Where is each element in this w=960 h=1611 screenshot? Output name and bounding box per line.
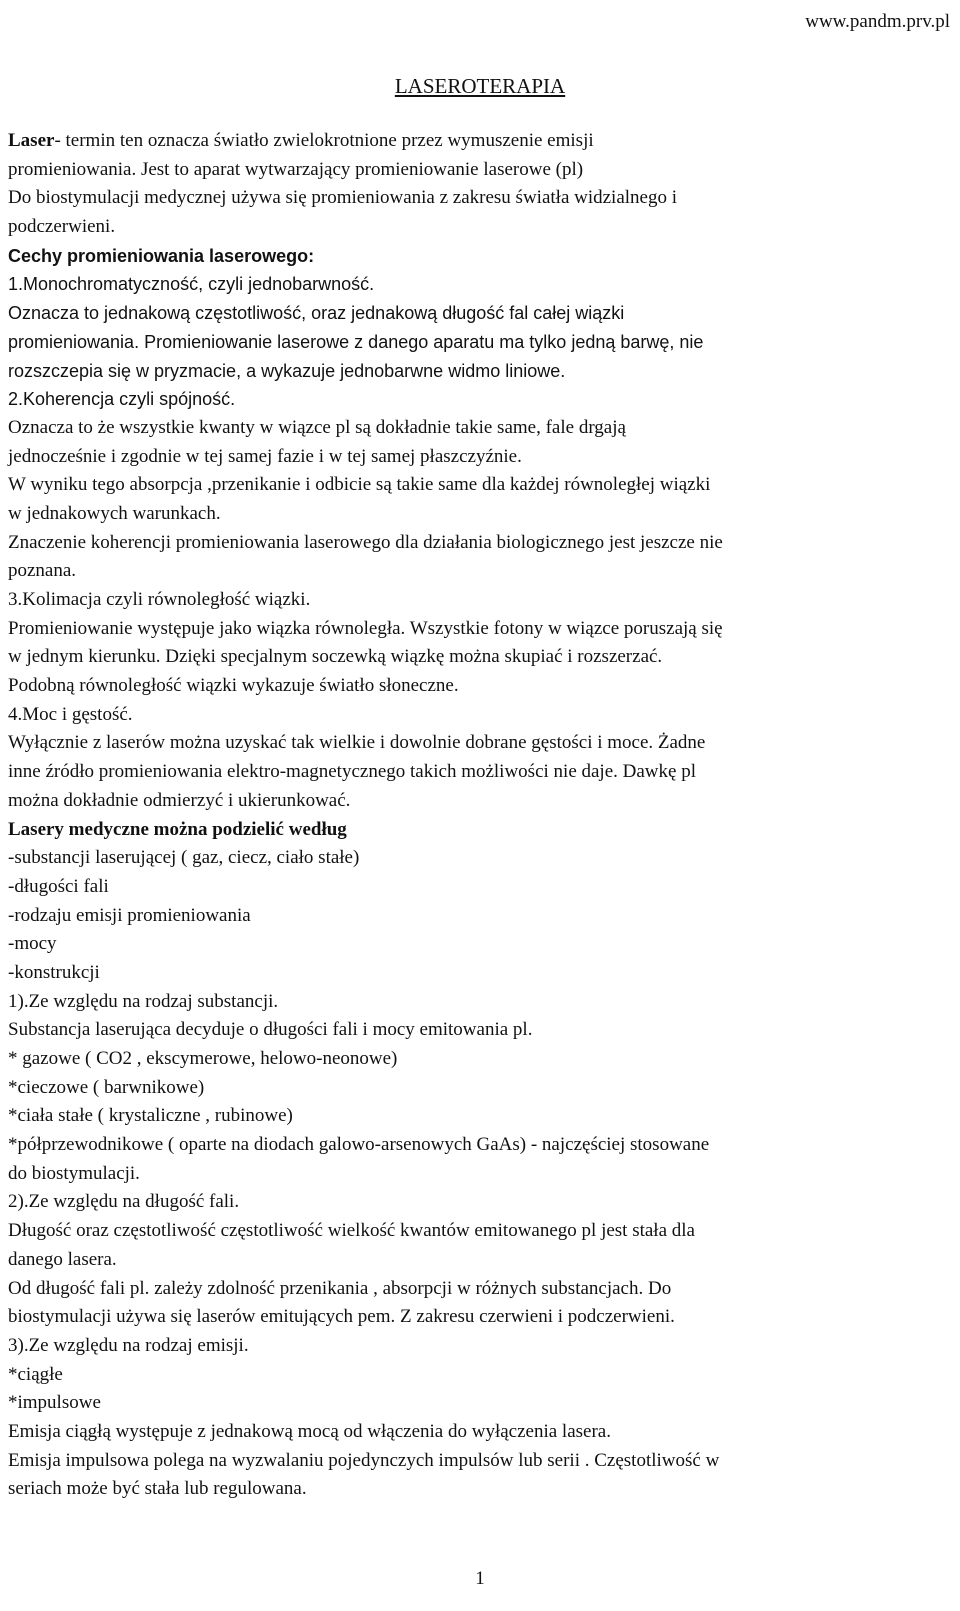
- text-line: 1).Ze względu na rodzaj substancji.: [8, 990, 279, 1012]
- text-line: Długość oraz częstotliwość częstotliwość wielkość kwantów emitowanego pl jest stała dla: [8, 1220, 695, 1242]
- text-line: 2).Ze względu na długość fali.: [8, 1191, 240, 1213]
- text-line: 3.Kolimacja czyli równoległość wiązki.: [8, 589, 311, 610]
- text-line: Substancja laserująca decyduje o długości fali i mocy emitowania pl.: [8, 1019, 533, 1041]
- text-line: [8, 127, 953, 156]
- list-item: -konstrukcji: [8, 961, 100, 983]
- text-line: poznana.: [8, 560, 77, 582]
- text-line: W wyniku tego absorpcja ,przenikanie i odbicie są takie same dla każdej równoległej wiązki: [8, 474, 711, 496]
- text-line: [8, 328, 953, 357]
- list-item: -mocy: [8, 933, 57, 955]
- text-fragment: Promieniowanie laserowe z danego aparatu ma tylko jedną barwę, nie: [144, 331, 704, 352]
- page-number: 1: [475, 1568, 485, 1589]
- list-item: *impulsowe: [8, 1392, 101, 1414]
- text-line: danego lasera.: [8, 1248, 117, 1270]
- text-line: w jednym kierunku. Dzięki specjalnym soczewką wiązkę można skupiać i rozszerzać.: [8, 646, 663, 668]
- document-body: [8, 127, 953, 1504]
- text-line: Od długość fali pl. zależy zdolność przenikania , absorpcji w różnych substancjach. Do: [8, 1277, 672, 1299]
- section-heading: Lasery medyczne można podzielić według: [8, 818, 347, 840]
- text-line: Do biostymulacji medycznej używa się promieniowania z zakresu światła widzialnego i: [8, 187, 678, 209]
- text-line: 4.Moc i gęstość.: [8, 703, 133, 725]
- text-line: Wyłącznie z laserów można uzyskać tak wielkie i dowolnie dobrane gęstości i moce. Żadne: [8, 732, 706, 754]
- site-url: www.pandm.prv.pl: [805, 11, 950, 32]
- text-line: Promieniowanie występuje jako wiązka równoległa. Wszystkie fotony w wiązce poruszają się: [8, 617, 723, 639]
- list-item: -rodzaju emisji promieniowania: [8, 904, 251, 926]
- text-fragment: promieniowania.: [8, 331, 145, 352]
- text-line: Podobną równoległość wiązki wykazuje światło słoneczne.: [8, 675, 459, 697]
- list-item: *ciągłe: [8, 1363, 63, 1385]
- list-item: -długości fali: [8, 875, 109, 897]
- text-line: Emisja ciągłą występuje z jednakową mocą od włączenia do wyłączenia lasera.: [8, 1420, 611, 1442]
- text-line: Emisja impulsowa polega na wyzwalaniu pojedynczych impulsów lub serii . Częstotliwość w: [8, 1449, 720, 1471]
- text-line: 2.Koherencja czyli spójność.: [8, 389, 236, 410]
- list-item: *ciała stałe ( krystaliczne , rubinowe): [8, 1105, 293, 1127]
- text-line: Oznacza to jednakową częstotliwość, oraz jednakową długość fal całej wiązki: [8, 303, 625, 324]
- text-line: rozszczepia się w pryzmacie, a wykazuje jednobarwne widmo liniowe.: [8, 360, 566, 381]
- text-line: seriach może być stała lub regulowana.: [8, 1478, 307, 1500]
- text-line: biostymulacji używa się laserów emitujących pem. Z zakresu czerwieni i podczerwieni.: [8, 1306, 675, 1328]
- list-item: *półprzewodnikowe ( oparte na diodach galowo-arsenowych GaAs) - najczęściej stosowane: [8, 1134, 710, 1156]
- text-line: do biostymulacji.: [8, 1162, 140, 1184]
- text-line: promieniowania. Jest to aparat wytwarzający promieniowanie laserowe (pl): [8, 158, 584, 180]
- text-line: 1.Monochromatyczność, czyli jednobarwność.: [8, 274, 375, 295]
- list-item: -substancji laserującej ( gaz, ciecz, ciało stałe): [8, 847, 360, 869]
- text-line: podczerwieni.: [8, 216, 116, 238]
- text-line: można dokładnie odmierzyć i ukierunkować.: [8, 789, 351, 811]
- text-line: jednocześnie i zgodnie w tej samej fazie i w tej samej płaszczyźnie.: [8, 445, 522, 467]
- text-line: Znaczenie koherencji promieniowania laserowego dla działania biologicznego jest jeszcze nie: [8, 531, 723, 553]
- list-item: *cieczowe ( barwnikowe): [8, 1076, 205, 1098]
- text-line: inne źródło promieniowania elektro-magnetycznego takich możliwości nie daje. Dawkę pl: [8, 761, 696, 783]
- text-line: Oznacza to że wszystkie kwanty w wiązce pl są dokładnie takie same, fale drgają: [8, 416, 626, 438]
- text-line: w jednakowych warunkach.: [8, 502, 221, 524]
- term-laser: Laser: [8, 130, 55, 151]
- text-fragment: - termin ten oznacza światło zwielokrotnione przez wymuszenie emisji: [54, 130, 594, 151]
- list-item: * gazowe ( CO2 , ekscymerowe, helowo-neonowe): [8, 1048, 398, 1069]
- text-line: 3).Ze względu na rodzaj emisji.: [8, 1334, 249, 1356]
- section-heading: Cechy promieniowania laserowego:: [8, 245, 315, 266]
- document-title: LASEROTERAPIA: [394, 74, 566, 98]
